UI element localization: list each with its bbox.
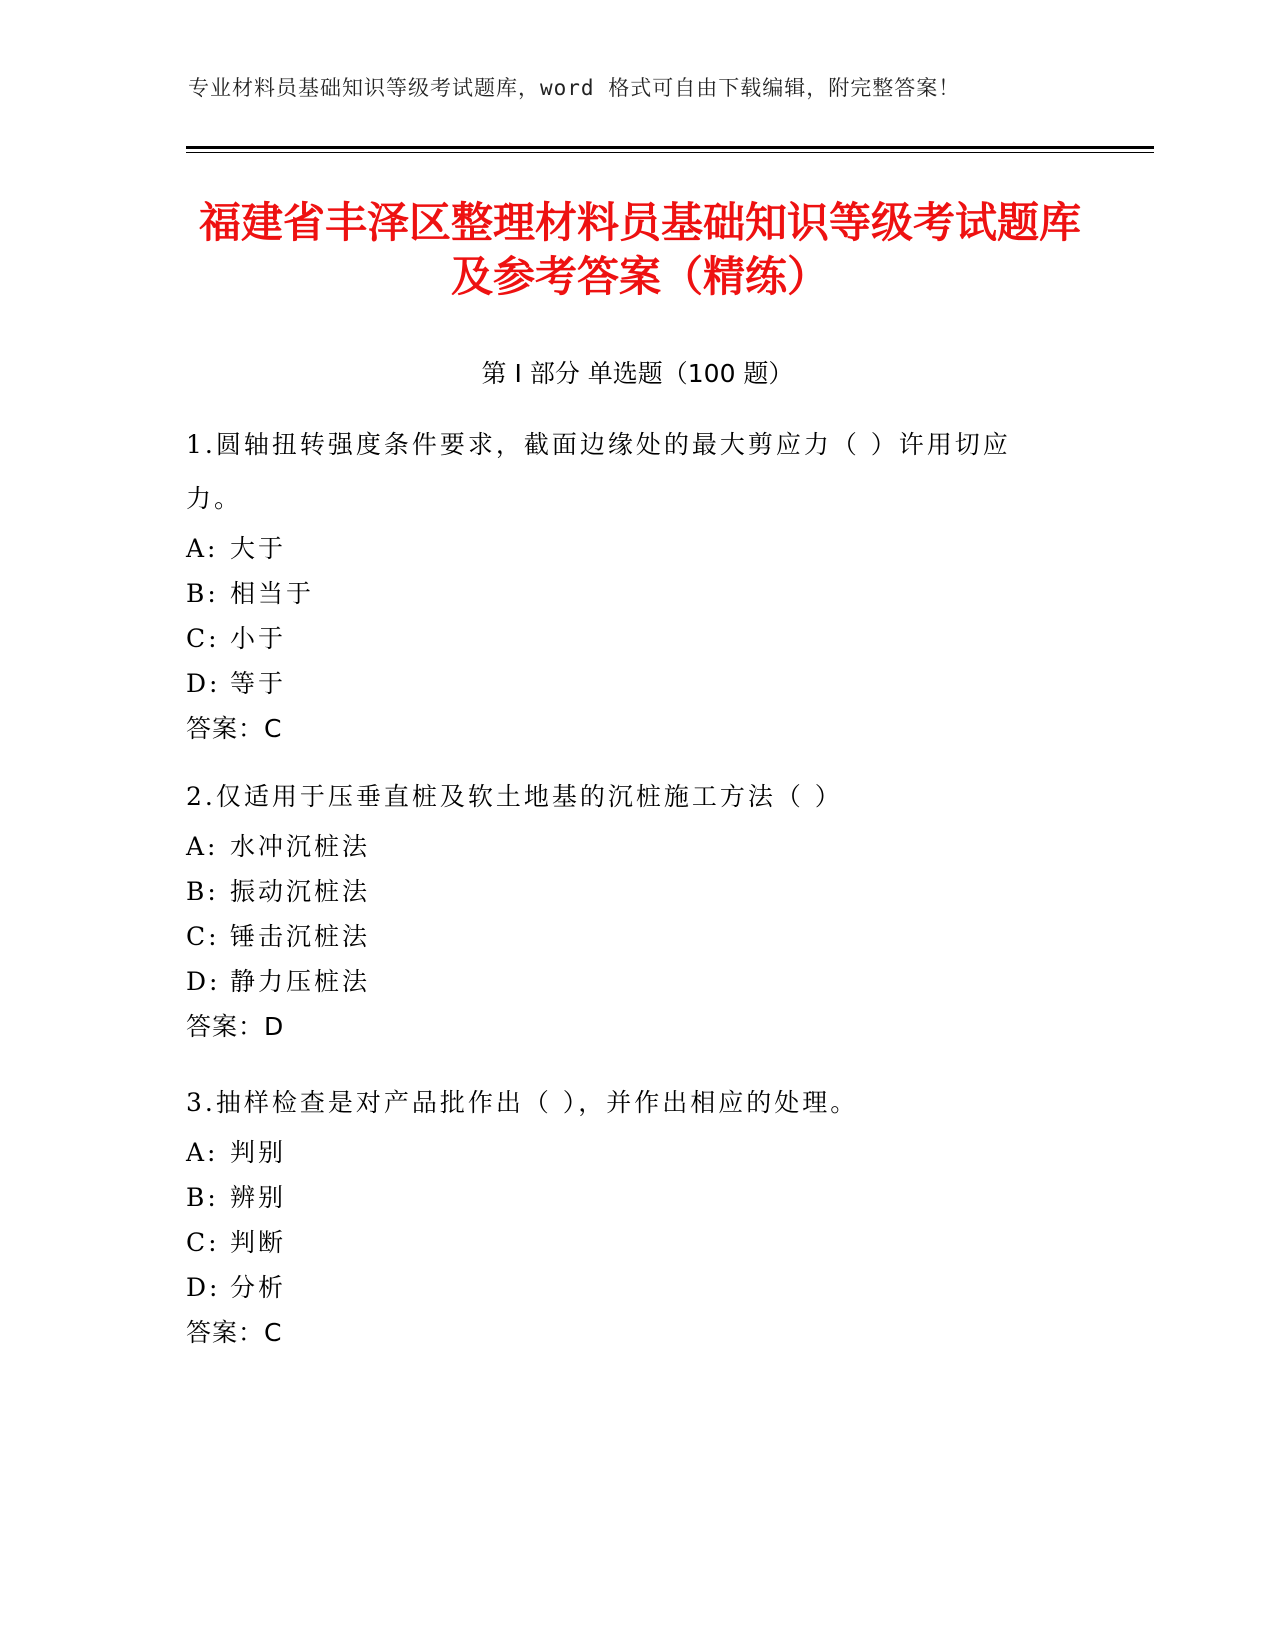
- option-key: A:: [186, 832, 219, 861]
- document-title: 福建省丰泽区整理材料员基础知识等级考试题库及参考答案（精练）: [198, 198, 1081, 301]
- question-text: 2.仅适用于压垂直桩及软土地基的沉桩施工方法（ ）: [186, 782, 843, 811]
- option-text: 锤击沉桩法: [230, 922, 371, 951]
- option-d: [186, 959, 1086, 1004]
- option-key: A:: [186, 1138, 219, 1167]
- option-d: [186, 661, 1086, 706]
- question-text: 3.抽样检查是对产品批作出（ ），并作出相应的处理。: [186, 1088, 859, 1117]
- option-key: B:: [186, 877, 219, 906]
- option-text: 小于: [230, 624, 287, 653]
- option-text: 相当于: [230, 579, 315, 608]
- option-key: B:: [186, 1183, 219, 1212]
- option-d: [186, 1265, 1086, 1310]
- header-rule-thin: [186, 152, 1154, 153]
- answer: 答案：C: [186, 1318, 283, 1347]
- question-3: [186, 1076, 1086, 1355]
- option-key: B:: [186, 579, 219, 608]
- option-key: D:: [186, 669, 221, 698]
- option-c: [186, 914, 1086, 959]
- option-c: [186, 616, 1086, 661]
- option-text: 判别: [230, 1138, 287, 1167]
- option-a: [186, 824, 1086, 869]
- question-1: [186, 418, 1086, 751]
- option-text: 等于: [230, 669, 287, 698]
- question-2: [186, 770, 1086, 1049]
- section-heading: 第 I 部分 单选题（100 题）: [481, 359, 794, 388]
- option-c: [186, 1220, 1086, 1265]
- option-b: [186, 571, 1086, 616]
- option-key: D:: [186, 1273, 221, 1302]
- option-key: C:: [186, 922, 220, 951]
- option-text: 水冲沉桩法: [230, 832, 371, 861]
- header-rule-thick: [186, 146, 1154, 149]
- option-key: C:: [186, 624, 220, 653]
- answer: 答案：C: [186, 714, 283, 743]
- option-key: D:: [186, 967, 221, 996]
- option-key: A:: [186, 534, 219, 563]
- option-a: [186, 526, 1086, 571]
- answer: 答案：D: [186, 1012, 285, 1041]
- option-text: 辨别: [230, 1183, 287, 1212]
- header-note: 专业材料员基础知识等级考试题库，word 格式可自由下载编辑，附完整答案！: [188, 76, 961, 100]
- option-text: 大于: [230, 534, 287, 563]
- option-text: 振动沉桩法: [230, 877, 371, 906]
- option-text: 判断: [230, 1228, 287, 1257]
- question-text: 1.圆轴扭转强度条件要求，截面边缘处的最大剪应力（ ）许用切应力。: [186, 430, 1011, 513]
- option-b: [186, 869, 1086, 914]
- option-a: [186, 1130, 1086, 1175]
- option-key: C:: [186, 1228, 220, 1257]
- option-text: 分析: [230, 1273, 287, 1302]
- option-text: 静力压桩法: [230, 967, 371, 996]
- option-b: [186, 1175, 1086, 1220]
